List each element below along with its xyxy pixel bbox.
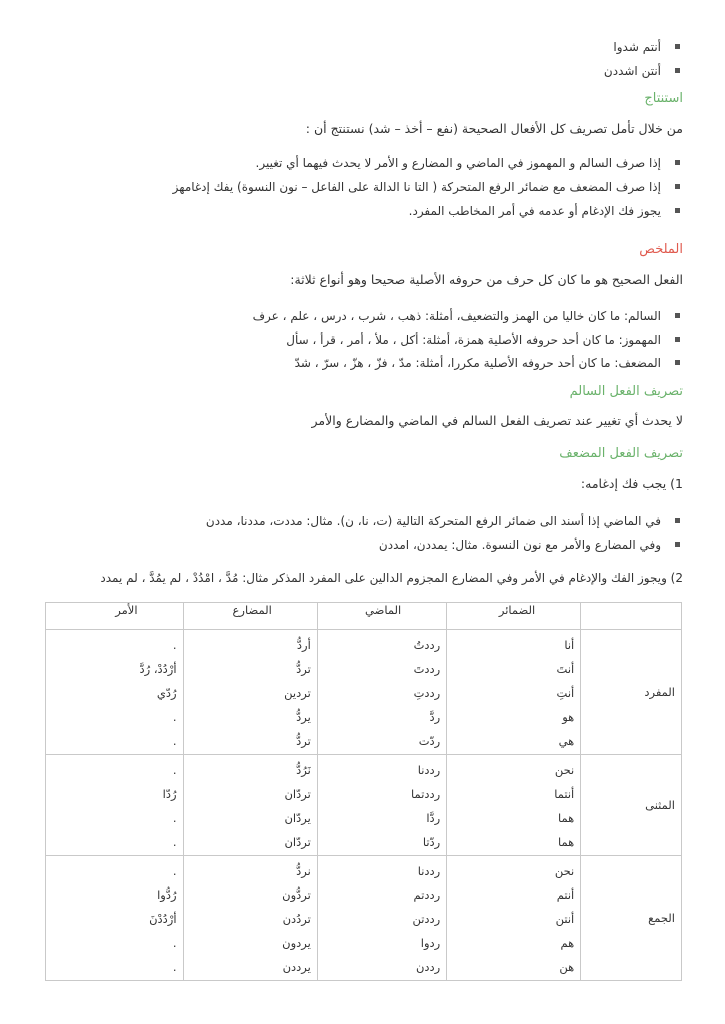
list-item: المضعف: ما كان أحد حروفه الأصلية مكررا، أمثلة: مدّ ، فزّ ، هزّ ، سرّ ، شدّ: [295, 353, 683, 373]
cell-text: نحن: [554, 864, 575, 878]
cell-text: هي: [558, 734, 575, 748]
cell-text: ردَّ: [429, 710, 441, 724]
present-cell: [190, 630, 311, 754]
cell-text: .: [172, 864, 177, 878]
cell-text: أنتن: [555, 912, 575, 926]
salim-text: لا يحدث أي تغيير عند تصريف الفعل السالم في الماضي والمضارع والأمر: [311, 413, 683, 428]
cell-text: هو: [562, 710, 575, 724]
cell-text: تردّان: [284, 787, 311, 801]
cell-text: أنتما: [554, 787, 575, 801]
cell-text: هما: [558, 835, 575, 849]
cell-text: تردُّون: [282, 888, 311, 902]
list-item: المهموز: ما كان أحد حروفه الأصلية همزة، أمثلة: أكل ، ملأ ، أمر ، قرأ ، سأل: [286, 330, 683, 350]
list-item: السالم: ما كان خاليا من الهمز والتضعيف، أمثلة: ذهب ، شرب ، درس ، علم ، عرف: [253, 306, 683, 326]
cell-text: .: [172, 734, 177, 748]
cell-text: رددن: [415, 960, 441, 974]
list-item: إذا صرف السالم و المهموز في الماضي و المضارع و الأمر لا يحدث فيهما أي تغيير.: [256, 153, 683, 173]
list-item: أنتم شدوا: [613, 37, 683, 57]
cell-text: .: [172, 638, 177, 652]
cell-text: .: [172, 835, 177, 849]
conclusion-heading: استنتاج: [644, 91, 683, 106]
cell-text: أنا: [564, 638, 575, 652]
table-row: [46, 630, 682, 755]
group-label: المفرد: [581, 630, 682, 755]
rule-2: 2) ويجوز الفك والإدغام في الأمر وفي المضارع المجزوم الدالين على المفرد المذكر مثال: مُدَّ ، امْدُدْ ، لم يمُدَّ ، لم يمدد: [100, 571, 683, 585]
cell-text: أرْدُدْنَ: [149, 912, 177, 926]
cell-text: نردُّ: [296, 864, 311, 878]
list-item: إذا صرف المضعف مع ضمائر الرفع المتحركة ( التا نا الدالة على الفاعل – نون النسوة) يفك إدغامهز: [173, 177, 683, 197]
cell-text: أنتِ: [556, 686, 575, 700]
cell-text: ردّت: [418, 734, 441, 748]
cell-text: هن: [559, 960, 575, 974]
list-item: يجوز فك الإدغام أو عدمه في أمر المخاطب المفرد.: [409, 201, 683, 221]
present-cell: [190, 856, 311, 980]
cell-text: أرْدُدْ، رُدَّ: [139, 662, 177, 676]
cell-text: تردّان: [284, 835, 311, 849]
conclusion-intro: من خلال تأمل تصريف كل الأفعال الصحيحة (نفع – أخذ – شد) نستنتج أن :: [305, 121, 683, 136]
header-cell: الأمر: [46, 603, 184, 630]
table-row: [46, 856, 682, 981]
cell-text: تردُّ: [296, 662, 311, 676]
cell-text: ردوا: [420, 936, 441, 950]
cell-text: يردّان: [284, 811, 311, 825]
list-item: وفي المضارع والأمر مع نون النسوة. مثال: يمددن، امددن: [379, 535, 683, 555]
group-label: الجمع: [581, 856, 682, 981]
cell-text: رددتُ: [413, 638, 441, 652]
header-cell: الماضي: [317, 603, 446, 630]
salim-heading: تصريف الفعل السالم: [569, 384, 683, 399]
pronouns-cell: [453, 630, 574, 754]
summary-intro: الفعل الصحيح هو ما كان كل حرف من حروفه الأصلية صحيحا وهو أنواع ثلاثة:: [290, 272, 683, 287]
cell-text: .: [172, 710, 177, 724]
cell-text: ردَّا: [426, 811, 441, 825]
cell-text: أنتَ: [556, 662, 575, 676]
cell-text: رددنا: [417, 864, 441, 878]
rule-1: 1) يجب فك إدغامه:: [580, 476, 683, 491]
cell-text: رددتن: [412, 912, 441, 926]
header-cell: المضارع: [183, 603, 317, 630]
cell-text: نَرُدُّ: [296, 763, 311, 777]
cell-text: يرددن: [282, 960, 311, 974]
cell-text: ردّتا: [422, 835, 441, 849]
cell-text: رددتما: [411, 787, 441, 801]
header-cell-empty: [581, 603, 682, 630]
table-row: [46, 755, 682, 856]
cell-text: رددتم: [413, 888, 441, 902]
cell-text: رددتِ: [413, 686, 441, 700]
table-header-row: [46, 603, 682, 630]
cell-text: رُدّي: [156, 686, 177, 700]
mudaaf-heading: تصريف الفعل المضعف: [559, 446, 683, 461]
cell-text: هما: [558, 811, 575, 825]
imperative-cell: [52, 755, 177, 855]
cell-text: تردُّ: [296, 734, 311, 748]
cell-text: .: [172, 960, 177, 974]
cell-text: أردُّ: [296, 638, 311, 652]
cell-text: يردون: [282, 936, 311, 950]
cell-text: تردين: [284, 686, 311, 700]
imperative-cell: [52, 856, 177, 980]
present-cell: [190, 755, 311, 855]
pronouns-cell: [453, 755, 574, 855]
past-cell: [324, 755, 440, 855]
group-label: المثنى: [581, 755, 682, 856]
conjugation-table: [45, 602, 682, 981]
summary-heading: الملخص: [639, 242, 683, 257]
cell-text: رددنا: [417, 763, 441, 777]
pronouns-cell: [453, 856, 574, 980]
cell-text: تردُدن: [282, 912, 311, 926]
list-item: في الماضي إذا أسند الى ضمائر الرفع المتحركة التالية (ت، نا، ن). مثال: مددت، مددنا، مددن: [206, 511, 683, 531]
list-item: أنتن اشددن: [604, 61, 683, 81]
cell-text: نحن: [554, 763, 575, 777]
cell-text: .: [172, 811, 177, 825]
past-cell: [324, 856, 440, 980]
cell-text: .: [172, 936, 177, 950]
cell-text: يردُّ: [296, 710, 311, 724]
cell-text: .: [172, 763, 177, 777]
header-cell: الضمائر: [447, 603, 581, 630]
cell-text: هم: [560, 936, 575, 950]
imperative-cell: [52, 630, 177, 754]
past-cell: [324, 630, 440, 754]
cell-text: رددتَ: [413, 662, 441, 676]
cell-text: أنتم: [556, 888, 575, 902]
cell-text: رُدُّوا: [157, 888, 177, 902]
cell-text: رُدّا: [162, 787, 177, 801]
